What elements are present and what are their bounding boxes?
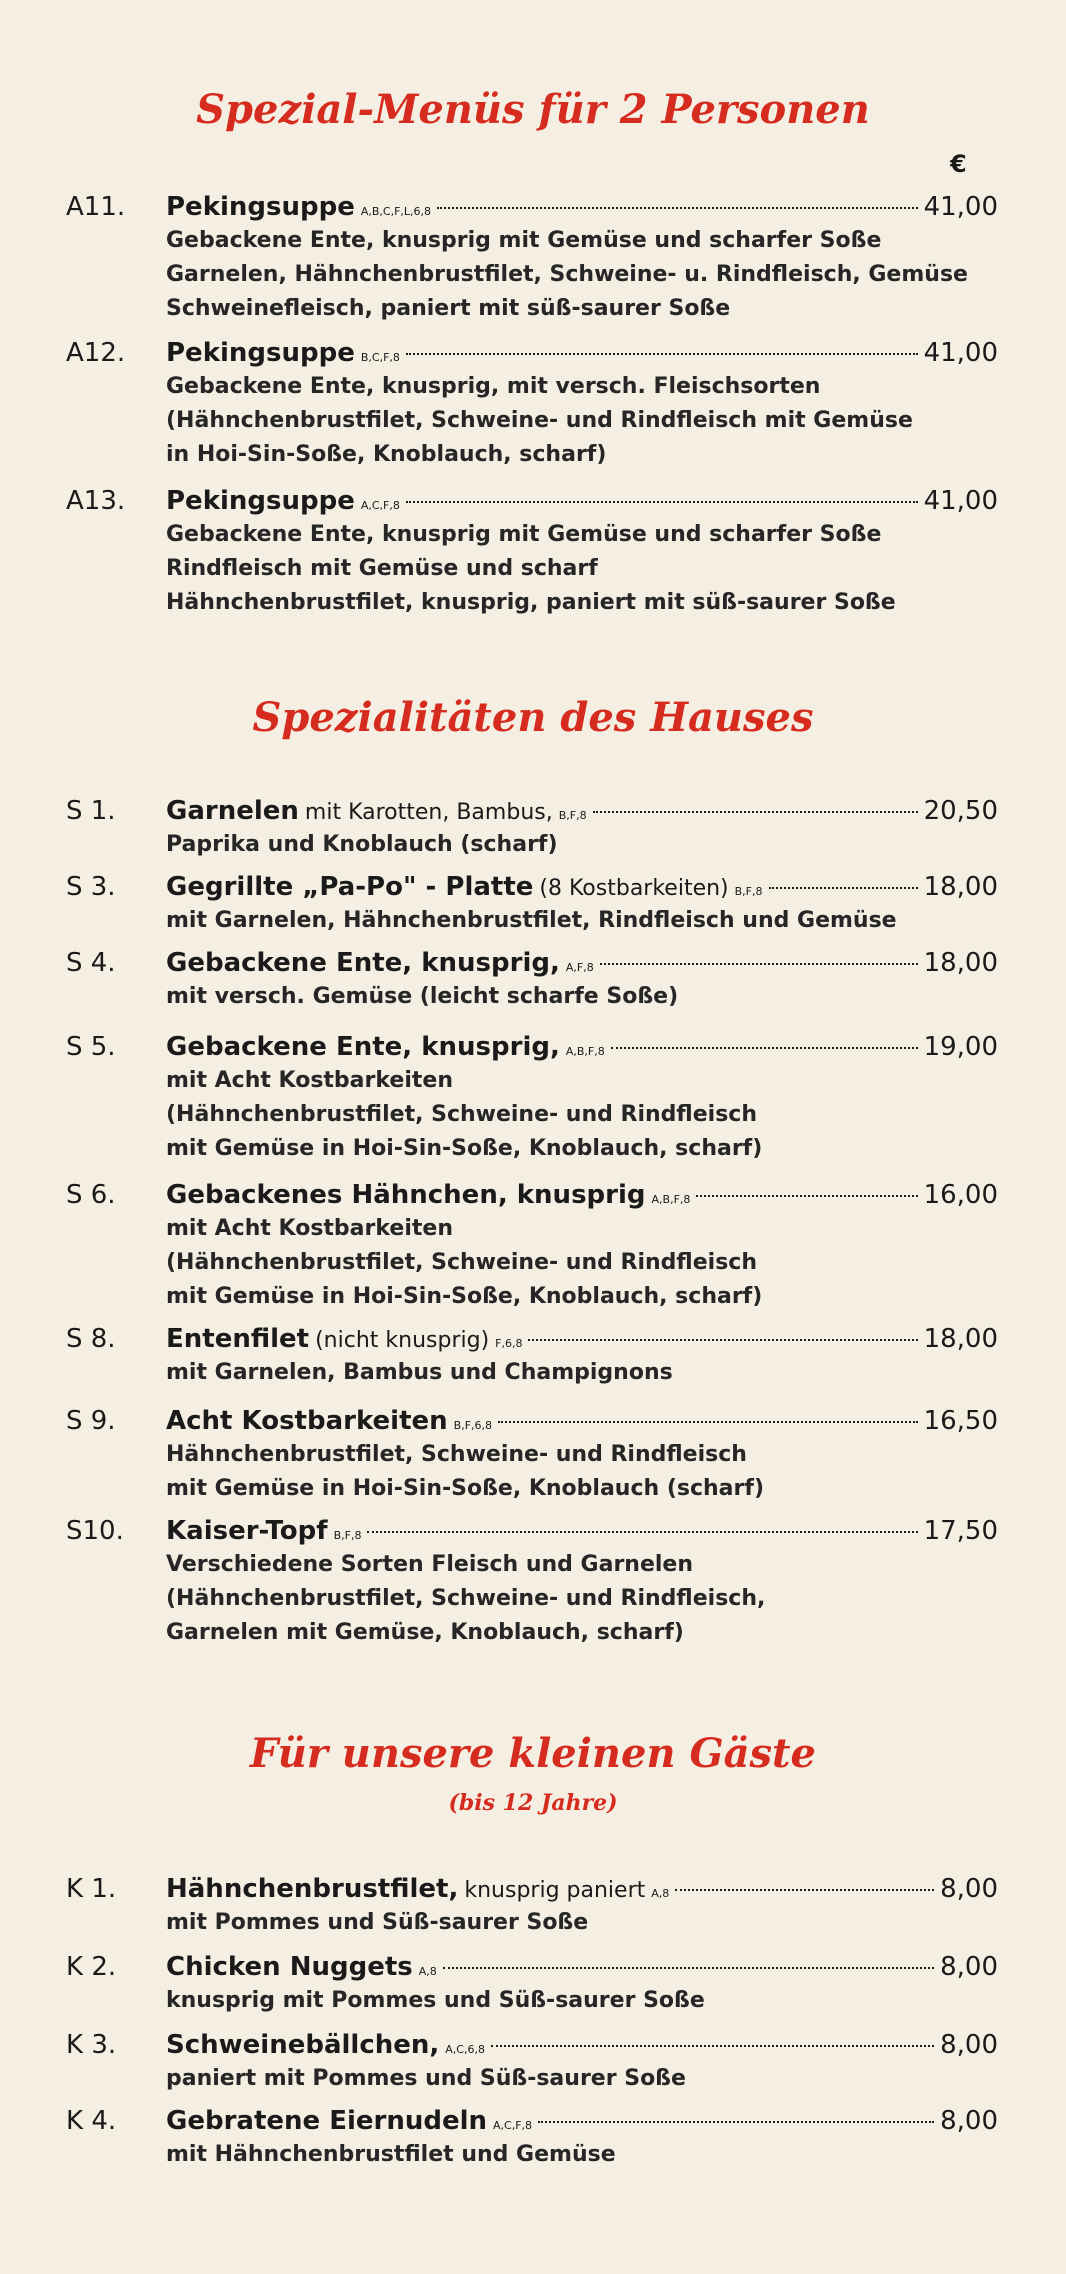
item-code: K 3.: [66, 2030, 117, 2060]
dot-leader: [600, 963, 918, 965]
item-code: S10.: [66, 1516, 124, 1546]
dot-leader: [406, 501, 918, 503]
item-allergens: A,8: [651, 1887, 670, 1900]
item-price: 8,00: [940, 1952, 998, 1982]
item-code: A13.: [66, 486, 126, 516]
item-description: [166, 1906, 1006, 1940]
item-allergens: A,B,C,F,L,6,8: [360, 205, 432, 218]
item-code: S 4.: [66, 948, 116, 978]
section-title-spezial-menus: Spezial-Menüs für 2 Personen: [196, 86, 870, 133]
item-code: A11.: [66, 192, 126, 222]
item-price: 16,50: [923, 1406, 998, 1436]
item-name: Pekingsuppe: [166, 338, 355, 368]
dot-leader: [367, 1531, 917, 1533]
desc-line: in Hoi-Sin-Soße, Knoblauch, scharf): [166, 442, 607, 467]
item-price: 16,00: [923, 1180, 998, 1210]
section-subtitle: (bis 12 Jahre): [448, 1790, 618, 1816]
desc-line: (Hähnchenbrustfilet, Schweine- und Rindfleisch: [166, 1102, 757, 1127]
item-extra: (8 Kostbarkeiten): [539, 876, 729, 901]
item-name: Pekingsuppe: [166, 486, 355, 516]
item-price: 20,50: [923, 796, 998, 826]
desc-line: knusprig mit Pommes und Süß-saurer Soße: [166, 1988, 705, 2013]
item-price: 18,00: [923, 1324, 998, 1354]
item-name: Gebackene Ente, knusprig,: [166, 948, 560, 978]
item-price: 18,00: [923, 872, 998, 902]
item-description: [166, 370, 1006, 472]
item-allergens: B,F,8: [558, 809, 587, 822]
desc-line: mit Garnelen, Hähnchenbrustfilet, Rindfleisch und Gemüse: [166, 908, 897, 933]
item-allergens: B,C,F,8: [360, 351, 400, 364]
desc-line: Paprika und Knoblauch (scharf): [166, 832, 558, 857]
dot-leader: [696, 1195, 917, 1197]
dot-leader: [406, 353, 918, 355]
item-description: [166, 1212, 1006, 1314]
item-name: Pekingsuppe: [166, 192, 355, 222]
desc-line: mit Acht Kostbarkeiten: [166, 1068, 453, 1093]
item-allergens: A,8: [418, 1965, 437, 1978]
desc-line: mit Pommes und Süß-saurer Soße: [166, 1910, 589, 1935]
item-description: [166, 2138, 1006, 2172]
item-price: 19,00: [923, 1032, 998, 1062]
item-name: Schweinebällchen,: [166, 2030, 440, 2060]
dot-leader: [491, 2045, 934, 2047]
desc-line: (Hähnchenbrustfilet, Schweine- und Rindfleisch,: [166, 1586, 766, 1611]
item-price: 41,00: [923, 486, 998, 516]
dot-leader: [443, 1967, 934, 1969]
item-description: [166, 1548, 1006, 1650]
item-name: Chicken Nuggets: [166, 1952, 413, 1982]
item-extra: mit Karotten, Bambus,: [304, 800, 553, 825]
item-price: 8,00: [940, 1874, 998, 1904]
desc-line: Gebackene Ente, knusprig mit Gemüse und scharfer Soße: [166, 228, 882, 253]
item-name: Acht Kostbarkeiten: [166, 1406, 448, 1436]
item-description: [166, 224, 1006, 326]
item-price: 41,00: [923, 192, 998, 222]
item-description: [166, 904, 1006, 938]
currency-symbol: €: [950, 150, 967, 178]
item-name: Garnelen: [166, 796, 299, 826]
item-description: [166, 1438, 1006, 1506]
desc-line: mit Garnelen, Bambus und Champignons: [166, 1360, 673, 1385]
item-allergens: B,F,8: [333, 1529, 362, 1542]
item-name: Gebackene Ente, knusprig,: [166, 1032, 560, 1062]
item-price: 18,00: [923, 948, 998, 978]
section-title-spezialitaeten: Spezialitäten des Hauses: [252, 694, 814, 741]
desc-line: Verschiedene Sorten Fleisch und Garnelen: [166, 1552, 694, 1577]
item-extra: knusprig paniert: [464, 1878, 646, 1903]
dot-leader: [528, 1339, 917, 1341]
item-allergens: A,B,F,8: [565, 1045, 605, 1058]
item-name: Kaiser-Topf: [166, 1516, 328, 1546]
item-code: S 1.: [66, 796, 116, 826]
item-allergens: A,C,F,8: [493, 2119, 533, 2132]
dot-leader: [611, 1047, 918, 1049]
item-description: [166, 980, 1006, 1014]
desc-line: mit Gemüse in Hoi-Sin-Soße, Knoblauch (scharf): [166, 1476, 764, 1501]
item-name: Gebratene Eiernudeln: [166, 2106, 488, 2136]
desc-line: Garnelen mit Gemüse, Knoblauch, scharf): [166, 1620, 684, 1645]
desc-line: Rindfleisch mit Gemüse und scharf: [166, 556, 598, 581]
dot-leader: [437, 207, 918, 209]
item-price: 17,50: [923, 1516, 998, 1546]
item-name: Entenfilet: [166, 1324, 310, 1354]
desc-line: Garnelen, Hähnchenbrustfilet, Schweine- u. Rindfleisch, Gemüse: [166, 262, 968, 287]
item-code: S 9.: [66, 1406, 116, 1436]
item-allergens: A,C,6,8: [445, 2043, 485, 2056]
desc-line: Hähnchenbrustfilet, knusprig, paniert mit süß-saurer Soße: [166, 590, 896, 615]
desc-line: mit Gemüse in Hoi-Sin-Soße, Knoblauch, scharf): [166, 1136, 763, 1161]
item-code: A12.: [66, 338, 126, 368]
item-price: 8,00: [940, 2106, 998, 2136]
item-allergens: A,B,F,8: [651, 1193, 691, 1206]
item-code: S 3.: [66, 872, 116, 902]
item-price: 8,00: [940, 2030, 998, 2060]
item-allergens: A,C,F,8: [360, 499, 400, 512]
desc-line: (Hähnchenbrustfilet, Schweine- und Rindfleisch mit Gemüse: [166, 408, 913, 433]
item-description: [166, 1356, 1006, 1390]
dot-leader: [593, 811, 918, 813]
item-name: Hähnchenbrustfilet,: [166, 1874, 459, 1904]
dot-leader: [538, 2121, 934, 2123]
dot-leader: [498, 1421, 918, 1423]
item-allergens: B,F,6,8: [453, 1419, 493, 1432]
item-extra: (nicht knusprig): [315, 1328, 490, 1353]
desc-line: Schweinefleisch, paniert mit süß-saurer Soße: [166, 296, 731, 321]
item-allergens: B,F,8: [734, 885, 763, 898]
item-description: [166, 518, 1006, 620]
desc-line: mit Acht Kostbarkeiten: [166, 1216, 453, 1241]
item-code: K 1.: [66, 1874, 117, 1904]
item-code: S 5.: [66, 1032, 116, 1062]
section-title-kinder: Für unsere kleinen Gäste: [250, 1730, 816, 1777]
desc-line: Gebackene Ente, knusprig mit Gemüse und scharfer Soße: [166, 522, 882, 547]
dot-leader: [769, 887, 918, 889]
item-allergens: F,6,8: [495, 1337, 523, 1350]
item-description: [166, 2062, 1006, 2096]
desc-line: paniert mit Pommes und Süß-saurer Soße: [166, 2066, 686, 2091]
item-code: K 2.: [66, 1952, 117, 1982]
desc-line: mit Gemüse in Hoi-Sin-Soße, Knoblauch, scharf): [166, 1284, 763, 1309]
item-allergens: A,F,8: [565, 961, 594, 974]
dot-leader: [675, 1889, 934, 1891]
desc-line: mit Hähnchenbrustfilet und Gemüse: [166, 2142, 616, 2167]
item-description: [166, 828, 1006, 862]
desc-line: mit versch. Gemüse (leicht scharfe Soße): [166, 984, 679, 1009]
item-code: S 6.: [66, 1180, 116, 1210]
desc-line: Gebackene Ente, knusprig, mit versch. Fleischsorten: [166, 374, 821, 399]
item-code: K 4.: [66, 2106, 117, 2136]
item-description: [166, 1984, 1006, 2018]
desc-line: (Hähnchenbrustfilet, Schweine- und Rindfleisch: [166, 1250, 757, 1275]
desc-line: Hähnchenbrustfilet, Schweine- und Rindfleisch: [166, 1442, 747, 1467]
item-name: Gegrillte „Pa-Po" - Platte: [166, 872, 534, 902]
item-price: 41,00: [923, 338, 998, 368]
item-name: Gebackenes Hähnchen, knusprig: [166, 1180, 646, 1210]
item-description: [166, 1064, 1006, 1166]
item-code: S 8.: [66, 1324, 116, 1354]
